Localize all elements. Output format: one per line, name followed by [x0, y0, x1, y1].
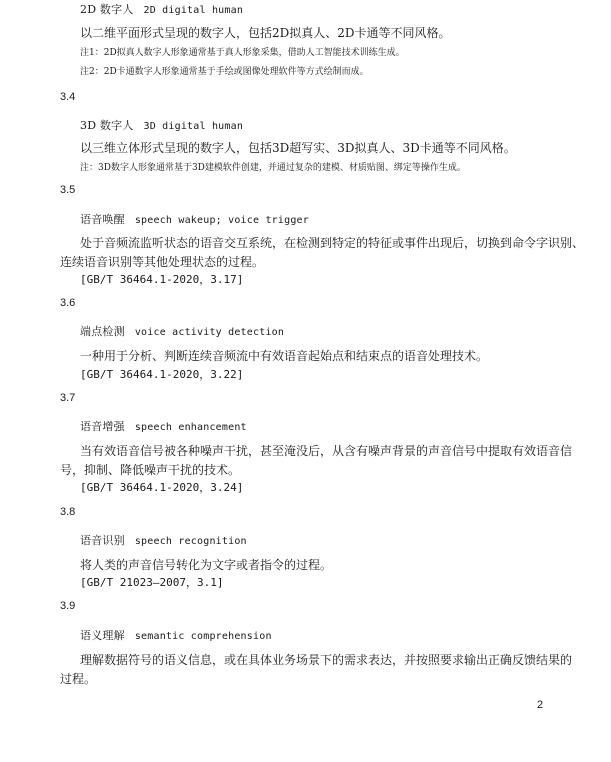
- term-cn: 3D 数字人: [80, 119, 134, 132]
- clause-number: 3.8: [60, 506, 76, 518]
- term-en: 2D digital human: [143, 5, 244, 16]
- term-speech-enhancement: [80, 418, 247, 434]
- definition-line: 号，抑制、降低噪声干扰的技术。: [60, 463, 241, 477]
- term-2d-digital-human: [80, 1, 243, 17]
- definition: 将人类的声音信号转化为文字或者指令的过程。: [80, 558, 333, 572]
- note: 注：3D数字人形象通常基于3D建模软件创建，并通过复杂的建模、材质贴图、绑定等操作生成。: [80, 163, 466, 173]
- term-en: semantic comprehension: [134, 631, 272, 642]
- definition-line: 理解数据符号的语义信息，或在具体业务场景下的需求表达，并按照要求输出正确反馈结果的: [80, 653, 573, 667]
- term-cn: 端点检测: [80, 325, 125, 338]
- clause-number: 3.5: [60, 184, 76, 196]
- definition-line: 处于音频流监听状态的语音交互系统，在检测到特定的特征或事件出现后，切换到命令字识别、: [80, 236, 585, 250]
- clause-number: 3.6: [60, 297, 76, 309]
- term-cn: 语音唤醒: [80, 213, 125, 226]
- term-3d-digital-human: [80, 117, 243, 133]
- term-en: 3D digital human: [143, 121, 244, 132]
- term-cn: 语音增强: [80, 420, 125, 433]
- definition-line: 过程。: [60, 672, 97, 686]
- term-en: voice activity detection: [134, 327, 285, 338]
- term-en: speech enhancement: [134, 422, 247, 433]
- note: 注1：2D拟真人数字人形象通常基于真人形象采集，借助人工智能技术训练生成。: [80, 48, 405, 58]
- reference: [GB/T 21023—2007，3.1]: [80, 576, 224, 589]
- definition-line: 当有效语音信号被各种噪声干扰，甚至淹没后，从含有噪声背景的声音信号中提取有效语音信: [80, 444, 573, 458]
- clause-number: 3.4: [60, 91, 76, 103]
- term-semantic-comprehension: [80, 627, 272, 643]
- definition: 一种用于分析、判断连续音频流中有效语音起始点和结束点的语音处理技术。: [80, 349, 489, 363]
- term-en: speech wakeup; voice trigger: [134, 215, 309, 226]
- term-en: speech recognition: [134, 536, 247, 547]
- note: 注2：2D卡通数字人形象通常基于手绘或图像处理软件等方式绘制而成。: [80, 67, 369, 77]
- term-cn: 语音识别: [80, 534, 125, 547]
- clause-number: 3.7: [60, 392, 76, 404]
- reference: [GB/T 36464.1-2020，3.17]: [80, 273, 244, 286]
- definition: 以二维平面形式呈现的数字人，包括2D拟真人、2D卡通等不同风格。: [80, 26, 451, 40]
- reference: [GB/T 36464.1-2020，3.24]: [80, 481, 244, 494]
- clause-number: 3.9: [60, 600, 76, 612]
- term-cn: 语义理解: [80, 629, 125, 642]
- definition: 以三维立体形式呈现的数字人，包括3D超写实、3D拟真人、3D卡通等不同风格。: [80, 141, 516, 155]
- page-number: 2: [537, 699, 544, 711]
- term-speech-wakeup: [80, 211, 309, 227]
- term-speech-recognition: [80, 532, 247, 548]
- definition-line: 连续语音识别等其他处理状态的过程。: [60, 255, 265, 269]
- term-cn: 2D 数字人: [80, 3, 134, 16]
- reference: [GB/T 36464.1-2020，3.22]: [80, 368, 244, 381]
- term-voice-activity-detection: [80, 323, 284, 339]
